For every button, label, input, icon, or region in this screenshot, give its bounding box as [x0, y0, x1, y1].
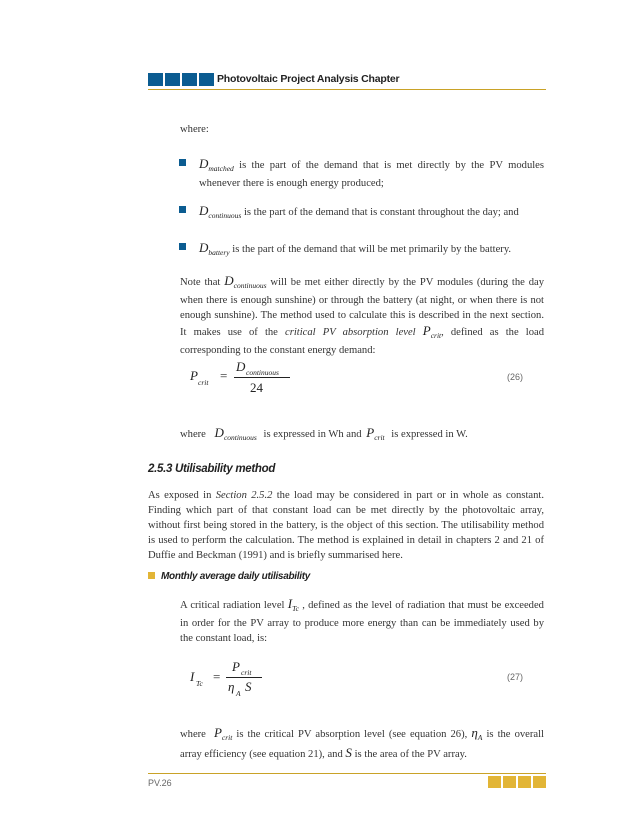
eq-denominator: 24: [250, 380, 263, 395]
bullet-continuous: [180, 203, 544, 223]
text: is the critical PV absorption level (see equation 26),: [236, 729, 468, 740]
symbol: D: [214, 425, 224, 440]
eq-subscript: Tc: [196, 679, 203, 688]
eq-numerator-subscript: crit: [241, 668, 252, 677]
bullet-text: is the part of the demand that will be met primarily by the battery.: [232, 244, 512, 255]
text: the load may be considered in part or in whole as constant. Finding which part of that constant load can be met directly by the photovoltaic array, without first being stored in the battery, is the object of this section. The utilisability method is used to perform the calculation. The method is explained in detail in chapters 2 and 21 of Duffie and Beckman (1991) and is briefly summarised here.: [148, 490, 544, 561]
symbol: D: [224, 273, 234, 288]
symbol: S: [345, 745, 352, 760]
symbol: I: [287, 596, 293, 611]
text: , defined as the level of radiation that must be exceeded in order for the PV array to produce more energy than can be immediately used by the constant load, is:: [180, 600, 544, 644]
eq-eta-symbol: η: [228, 679, 235, 694]
text: is the area of the PV array.: [354, 749, 467, 760]
italic-term: critical PV absorption level: [285, 327, 416, 338]
bullet-square-icon: [179, 159, 186, 166]
eq-area-symbol: S: [245, 679, 252, 694]
section-reference: Section 2.5.2: [215, 490, 273, 501]
where-label: where:: [180, 124, 209, 135]
text: is expressed in Wh and: [263, 429, 362, 440]
critical-radiation-paragraph: [180, 596, 544, 646]
eq-numerator-symbol: D: [236, 359, 246, 374]
equation-number-26: (26): [507, 372, 524, 382]
footer-square: [518, 776, 531, 788]
subscript: A: [477, 733, 483, 742]
equation-number-27: (27): [507, 672, 524, 682]
text: is expressed in W.: [391, 429, 468, 440]
page-number: PV.26: [148, 778, 172, 788]
symbol: D: [199, 240, 209, 255]
section-paragraph: [148, 488, 544, 563]
bullet-battery: [180, 240, 544, 260]
header-square: [148, 73, 163, 86]
footer-squares: [488, 776, 546, 788]
subscript: battery: [208, 248, 230, 257]
eq-equals: =: [220, 368, 228, 383]
eq-equals: =: [213, 669, 221, 684]
subscript: continuous: [223, 433, 257, 442]
symbol: η: [471, 725, 478, 740]
footer-square: [533, 776, 546, 788]
footer-rule: [148, 773, 546, 774]
subscript: crit: [374, 433, 385, 442]
text: , defined as the load corresponding to the constant energy demand:: [180, 327, 545, 356]
text: will be met either directly by the PV modules (during the day when there is enough sunshine) or through the battery (at night, or when there is not enough sunshine). The method used to calculate this is described in the next section. It makes use of the: [180, 277, 544, 338]
fraction-bar: [226, 677, 262, 678]
header-square: [182, 73, 197, 86]
subsection-heading: [148, 571, 310, 582]
text: is the overall array efficiency (see equation 21), and: [180, 729, 544, 760]
header-rule: [148, 89, 546, 90]
bullet-text: is the part of the demand that is constant throughout the day; and: [243, 207, 519, 218]
fraction-bar: [234, 377, 290, 378]
footer-square: [488, 776, 501, 788]
bullet-square-icon: [179, 243, 186, 250]
eq-subscript: crit: [198, 378, 209, 387]
subsection-square-icon: [148, 572, 155, 579]
header-square: [165, 73, 180, 86]
subscript: crit: [430, 331, 442, 340]
text: Note that: [180, 277, 221, 288]
eq-numerator-symbol: P: [232, 659, 240, 674]
eq-numerator-subscript: continuous: [246, 368, 279, 377]
note-paragraph: [180, 273, 544, 358]
eq-symbol: I: [190, 669, 195, 684]
bullet-text: is the part of the demand that is met directly by the PV modules whenever there is enough energy produced;: [199, 160, 545, 189]
subscript: crit: [221, 733, 233, 742]
bullet-matched: [180, 156, 544, 191]
symbol: P: [213, 725, 222, 740]
where-units-line: [180, 425, 544, 445]
page-header-title: Photovoltaic Project Analysis Chapter: [217, 73, 400, 85]
symbol: D: [199, 203, 209, 218]
eq-eta-subscript: A: [236, 689, 241, 698]
subscript: matched: [208, 164, 234, 173]
text: As exposed in: [148, 490, 212, 501]
bullet-square-icon: [179, 206, 186, 213]
header-square: [199, 73, 214, 86]
text: where: [180, 429, 206, 440]
footer-square: [503, 776, 516, 788]
text: where: [180, 729, 206, 740]
symbol: P: [366, 425, 375, 440]
subscript: continuous: [208, 211, 242, 220]
header-squares: [148, 73, 214, 86]
final-paragraph: [180, 725, 544, 762]
eq-symbol: P: [190, 368, 198, 383]
subsection-heading-text: Monthly average daily utilisability: [161, 571, 310, 582]
subscript: Tc: [292, 604, 299, 613]
subscript: continuous: [233, 281, 267, 290]
symbol: P: [422, 323, 431, 338]
symbol: D: [199, 156, 209, 171]
text: A critical radiation level: [180, 600, 285, 611]
section-heading: 2.5.3 Utilisability method: [148, 463, 276, 475]
